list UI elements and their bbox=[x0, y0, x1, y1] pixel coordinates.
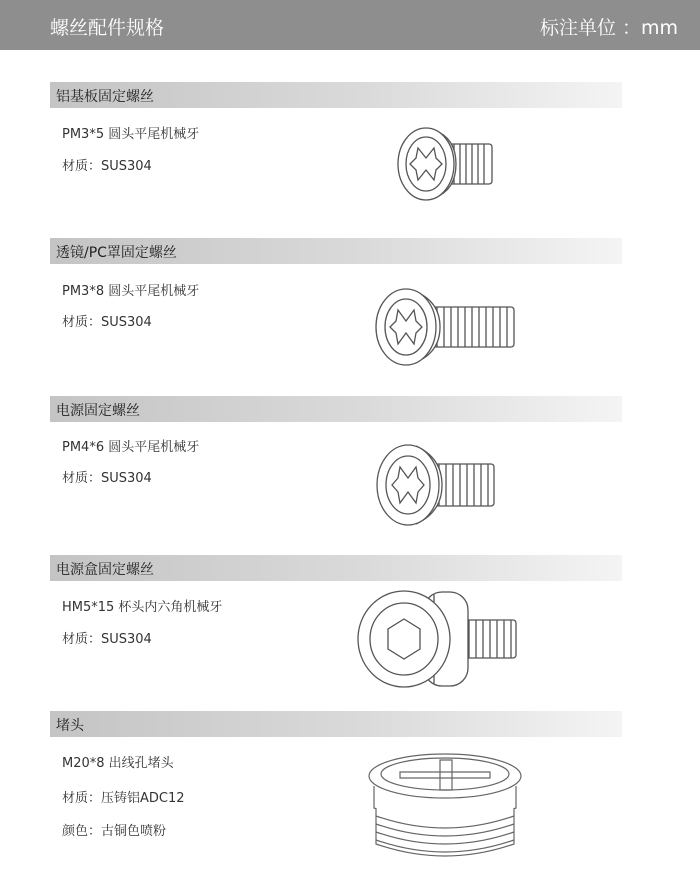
color-line: 颜色：古铜色喷粉 bbox=[62, 824, 167, 839]
material-line: 材质：SUS304 bbox=[62, 315, 152, 330]
pan-head-torx-screw-icon bbox=[374, 436, 500, 534]
section-header-bar bbox=[50, 396, 622, 422]
material-line: 材质：SUS304 bbox=[62, 159, 152, 174]
pan-head-torx-screw-icon bbox=[374, 281, 522, 373]
section-header-bar bbox=[50, 555, 622, 581]
section-title: 透镜/PC罩固定螺丝 bbox=[56, 245, 177, 261]
cable-hole-plug-icon bbox=[360, 748, 530, 860]
section-title: 电源固定螺丝 bbox=[56, 403, 140, 419]
pan-head-torx-screw-icon bbox=[396, 118, 500, 210]
section-header-bar bbox=[50, 711, 622, 737]
section-title: 电源盒固定螺丝 bbox=[56, 562, 154, 578]
spec-line: PM3*8 圆头平尾机械牙 bbox=[62, 284, 200, 299]
unit-note: 标注单位 ：mm bbox=[539, 17, 678, 39]
page-title: 螺丝配件规格 bbox=[50, 17, 165, 39]
page-header bbox=[0, 0, 700, 50]
spec-line: M20*8 出线孔堵头 bbox=[62, 756, 174, 771]
spec-line: PM4*6 圆头平尾机械牙 bbox=[62, 440, 200, 455]
material-line: 材质：SUS304 bbox=[62, 471, 152, 486]
spec-line: PM3*5 圆头平尾机械牙 bbox=[62, 127, 200, 142]
section-header-bar bbox=[50, 82, 622, 108]
section-title: 铝基板固定螺丝 bbox=[56, 89, 154, 105]
section-header-bar bbox=[50, 238, 622, 264]
socket-head-hex-screw-icon bbox=[354, 588, 522, 690]
section-title: 堵头 bbox=[56, 718, 84, 734]
spec-line: HM5*15 杯头内六角机械牙 bbox=[62, 600, 223, 615]
material-line: 材质：SUS304 bbox=[62, 632, 152, 647]
material-line: 材质：压铸铝ADC12 bbox=[62, 791, 185, 806]
